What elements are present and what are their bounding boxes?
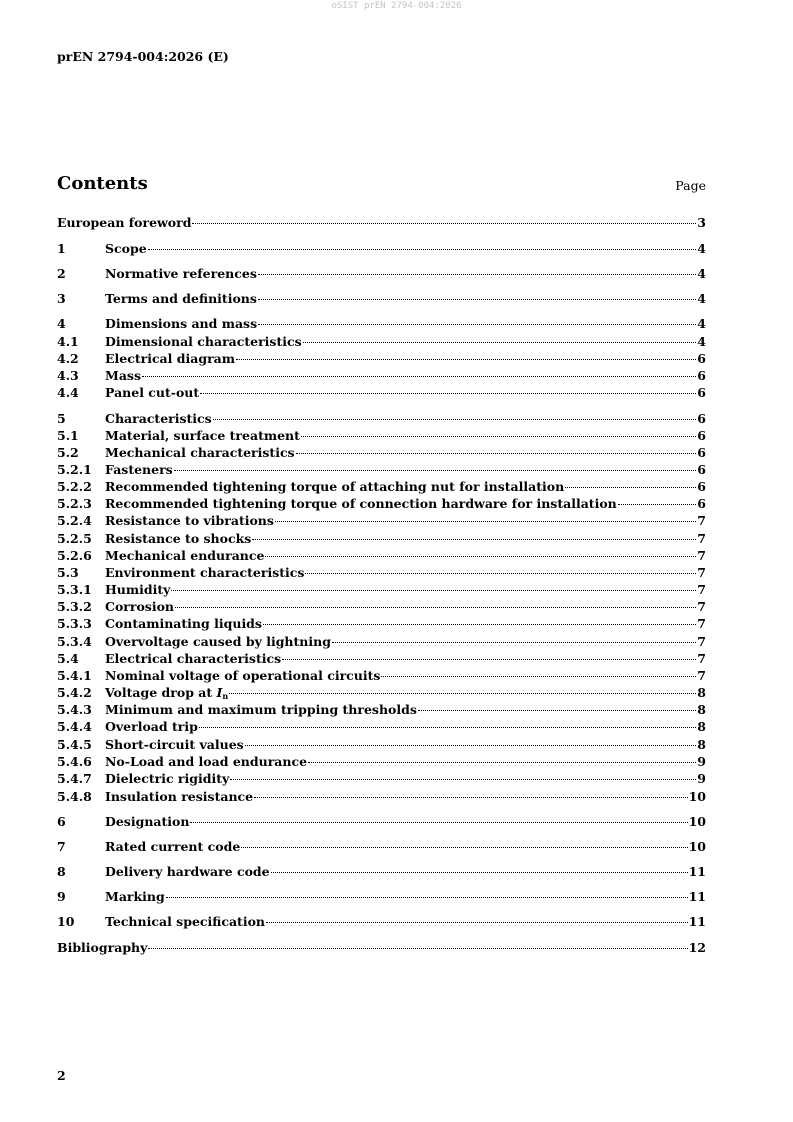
toc-entry-page: 7 — [697, 634, 706, 649]
toc-dot-leader — [166, 897, 688, 898]
watermark: oSIST prEN 2794-004:2026 — [331, 1, 462, 11]
toc-entry-title: Fasteners — [105, 462, 173, 477]
toc-entry-page: 4 — [697, 334, 706, 349]
toc-dot-leader — [213, 419, 697, 420]
toc-entry-number: 5.2 — [57, 445, 79, 460]
toc-dot-leader — [241, 847, 687, 848]
toc-entry-page: 6 — [697, 411, 706, 426]
toc-entry-title: Bibliography — [57, 940, 148, 955]
toc-entry-page: 7 — [697, 531, 706, 546]
toc-entry-page: 6 — [697, 385, 706, 400]
toc-entry-title: Corrosion — [105, 599, 175, 614]
toc-entry[interactable] — [57, 599, 706, 615]
toc-dot-leader — [308, 762, 696, 763]
toc-entry-number: 6 — [57, 814, 66, 829]
toc-entry[interactable] — [57, 462, 706, 478]
toc-entry-page: 7 — [697, 616, 706, 631]
toc-entry-page: 8 — [697, 719, 706, 734]
toc-dot-leader — [301, 436, 696, 437]
toc-entry-number: 5.4.8 — [57, 789, 92, 804]
toc-dot-leader — [174, 470, 697, 471]
toc-dot-leader — [263, 624, 696, 625]
toc-entry[interactable] — [57, 668, 706, 684]
toc-entry-page: 7 — [697, 582, 706, 597]
toc-entry-number: 4.1 — [57, 334, 79, 349]
toc-entry-page: 10 — [688, 789, 706, 804]
toc-entry-page: 7 — [697, 599, 706, 614]
toc-entry-number: 9 — [57, 889, 66, 904]
toc-entry-page: 11 — [688, 914, 706, 929]
toc-entry-number: 5.2.2 — [57, 479, 92, 494]
toc-entry-page: 4 — [697, 241, 706, 256]
toc-dot-leader — [230, 779, 696, 780]
toc-entry-page: 7 — [697, 565, 706, 580]
toc-dot-leader — [142, 376, 696, 377]
toc-entry[interactable] — [57, 411, 706, 427]
toc-entry[interactable] — [57, 737, 706, 753]
toc-entry-title: Resistance to vibrations — [105, 513, 274, 528]
toc-entry-number: 4.4 — [57, 385, 79, 400]
toc-entry[interactable] — [57, 814, 706, 830]
toc-entry-title: Panel cut-out — [105, 385, 200, 400]
toc-entry-title: Technical specification — [105, 914, 266, 929]
toc-entry-title: Mechanical endurance — [105, 548, 265, 563]
toc-dot-leader — [305, 573, 696, 574]
footer-page-number: 2 — [57, 1068, 66, 1083]
toc-entry-number: 4 — [57, 316, 66, 331]
toc-entry[interactable] — [57, 513, 706, 529]
toc-entry-title: Marking — [105, 889, 165, 904]
toc-entry-page: 11 — [688, 864, 706, 879]
toc-entry-title: Humidity — [105, 582, 171, 597]
toc-entry-title: Electrical characteristics — [105, 651, 282, 666]
toc-entry-title: Short-circuit values — [105, 737, 244, 752]
toc-dot-leader — [618, 504, 697, 505]
toc-entry-page: 8 — [697, 685, 706, 700]
toc-entry[interactable] — [57, 215, 706, 231]
toc-entry-page: 4 — [697, 316, 706, 331]
toc-entry[interactable] — [57, 266, 706, 282]
toc-entry-number: 5.3.1 — [57, 582, 92, 597]
toc-entry-page: 7 — [697, 651, 706, 666]
toc-entry[interactable] — [57, 385, 706, 401]
toc-dot-leader — [190, 822, 687, 823]
toc-entry[interactable] — [57, 496, 706, 512]
toc-entry-page: 7 — [697, 548, 706, 563]
toc-dot-leader — [236, 359, 696, 360]
toc-entry[interactable] — [57, 428, 706, 444]
toc-entry[interactable] — [57, 634, 706, 650]
toc-dot-leader — [275, 521, 696, 522]
toc-dot-leader — [265, 556, 696, 557]
toc-entry-number: 5.3.3 — [57, 616, 92, 631]
toc-entry-number: 7 — [57, 839, 66, 854]
toc-entry-page: 10 — [688, 814, 706, 829]
toc-dot-leader — [258, 299, 696, 300]
toc-entry-page: 6 — [697, 428, 706, 443]
toc-dot-leader — [245, 745, 697, 746]
toc-entry-number: 5.4.2 — [57, 685, 92, 700]
toc-dot-leader — [200, 393, 696, 394]
toc-entry-title: Designation — [105, 814, 190, 829]
toc-entry-title: Contaminating liquids — [105, 616, 262, 631]
toc-entry-number: 5.2.1 — [57, 462, 92, 477]
toc-entry-number: 5 — [57, 411, 66, 426]
toc-dot-leader — [258, 324, 696, 325]
toc-entry[interactable] — [57, 316, 706, 332]
toc-entry-number: 1 — [57, 241, 66, 256]
toc-entry[interactable] — [57, 702, 706, 718]
toc-entry-title: Mass — [105, 368, 142, 383]
toc-dot-leader — [296, 453, 697, 454]
toc-dot-leader — [266, 922, 688, 923]
toc-entry-title: Normative references — [105, 266, 257, 281]
toc-entry[interactable] — [57, 241, 706, 257]
toc-dot-leader — [148, 249, 697, 250]
toc-entry-number: 5.1 — [57, 428, 79, 443]
toc-dot-leader — [418, 710, 696, 711]
toc-entry-title: Insulation resistance — [105, 789, 254, 804]
toc-entry-number: 5.3.4 — [57, 634, 92, 649]
toc-entry-number: 5.4.4 — [57, 719, 92, 734]
toc-entry[interactable] — [57, 685, 706, 701]
toc-entry-number: 4.3 — [57, 368, 79, 383]
toc-dot-leader — [381, 676, 696, 677]
toc-entry[interactable] — [57, 839, 706, 855]
toc-entry-title: Resistance to shocks — [105, 531, 252, 546]
toc-entry-number: 10 — [57, 914, 75, 929]
toc-entry-page: 7 — [697, 513, 706, 528]
toc-entry[interactable] — [57, 334, 706, 350]
toc-entry-number: 5.4.1 — [57, 668, 92, 683]
toc-entry[interactable] — [57, 351, 706, 367]
toc-dot-leader — [303, 342, 697, 343]
toc-entry-title: Delivery hardware code — [105, 864, 270, 879]
toc-entry[interactable] — [57, 651, 706, 667]
toc-entry-number: 4.2 — [57, 351, 79, 366]
toc-entry-page: 8 — [697, 737, 706, 752]
toc-entry-number: 5.4.3 — [57, 702, 92, 717]
toc-entry[interactable] — [57, 531, 706, 547]
toc-entry-number: 5.3.2 — [57, 599, 92, 614]
toc-dot-leader — [258, 274, 696, 275]
toc-entry-number: 5.4.7 — [57, 771, 92, 786]
toc-entry-title: Environment characteristics — [105, 565, 305, 580]
toc-dot-leader — [565, 487, 696, 488]
toc-entry-title: Rated current code — [105, 839, 241, 854]
toc-entry-page: 6 — [697, 351, 706, 366]
toc-entry-page: 4 — [697, 291, 706, 306]
toc-entry[interactable] — [57, 754, 706, 770]
toc-entry-title: Voltage drop at $I_n$ — [105, 685, 229, 701]
toc-entry-number: 5.2.4 — [57, 513, 92, 528]
toc-dot-leader — [171, 590, 696, 591]
toc-entry[interactable] — [57, 940, 706, 956]
toc-entry-page: 6 — [697, 368, 706, 383]
toc-entry-number: 5.2.5 — [57, 531, 92, 546]
toc-entry-number: 5.4.6 — [57, 754, 92, 769]
toc-entry-title: Electrical diagram — [105, 351, 235, 366]
toc-dot-leader — [332, 642, 696, 643]
toc-entry-title: Terms and definitions — [105, 291, 257, 306]
toc-entry[interactable] — [57, 719, 706, 735]
toc-entry-number: 5.4.5 — [57, 737, 92, 752]
toc-entry-number: 3 — [57, 291, 66, 306]
toc-entry-title: Recommended tightening torque of connection hardware for installation — [105, 496, 617, 511]
toc-dot-leader — [271, 872, 688, 873]
toc-entry-page: 6 — [697, 445, 706, 460]
toc-entry[interactable] — [57, 616, 706, 632]
toc-entry[interactable] — [57, 548, 706, 564]
toc-entry[interactable] — [57, 582, 706, 598]
toc-entry-title-subscript: n — [222, 691, 229, 701]
toc-entry[interactable] — [57, 914, 706, 930]
toc-entry-title: Overload trip — [105, 719, 198, 734]
toc-entry-page: 6 — [697, 479, 706, 494]
toc-entry-title: European foreword — [57, 215, 192, 230]
toc-entry[interactable] — [57, 291, 706, 307]
toc-dot-leader — [192, 223, 696, 224]
toc-entry-number: 8 — [57, 864, 66, 879]
toc-entry[interactable] — [57, 479, 706, 495]
page-column-label: Page — [675, 178, 706, 193]
toc-entry-title: Material, surface treatment — [105, 428, 300, 443]
toc-entry-title: Dimensions and mass — [105, 316, 258, 331]
toc-entry[interactable] — [57, 445, 706, 461]
toc-entry-page: 11 — [688, 889, 706, 904]
toc-entry-title: Dielectric rigidity — [105, 771, 230, 786]
toc-entry-title: Scope — [105, 241, 147, 256]
toc-entry[interactable] — [57, 864, 706, 880]
toc-entry-title: Characteristics — [105, 411, 212, 426]
toc-dot-leader — [254, 797, 687, 798]
toc-entry-title: Nominal voltage of operational circuits — [105, 668, 381, 683]
toc-entry-page: 6 — [697, 496, 706, 511]
toc-entry-page: 4 — [697, 266, 706, 281]
toc-dot-leader — [199, 727, 696, 728]
toc-entry-page: 8 — [697, 702, 706, 717]
toc-dot-leader — [148, 948, 687, 949]
toc-entry-page: 10 — [688, 839, 706, 854]
toc-entry-page: 12 — [688, 940, 706, 955]
toc-entry-title: Dimensional characteristics — [105, 334, 302, 349]
toc-entry-title: Minimum and maximum tripping thresholds — [105, 702, 417, 717]
toc-dot-leader — [252, 539, 696, 540]
toc-entry[interactable] — [57, 889, 706, 905]
toc-entry-number: 2 — [57, 266, 66, 281]
toc-entry[interactable] — [57, 789, 706, 805]
contents-title: Contents — [57, 173, 148, 194]
toc-entry-page: 9 — [697, 771, 706, 786]
document-id: prEN 2794-004:2026 (E) — [57, 49, 229, 64]
toc-entry-number: 5.2.6 — [57, 548, 92, 563]
toc-entry-number: 5.2.3 — [57, 496, 92, 511]
toc-dot-leader — [229, 693, 696, 694]
toc-entry-title: Overvoltage caused by lightning — [105, 634, 331, 649]
toc-entry-title: No-Load and load endurance — [105, 754, 308, 769]
toc-entry-number: 5.4 — [57, 651, 79, 666]
toc-entry-page: 9 — [697, 754, 706, 769]
toc-entry[interactable] — [57, 565, 706, 581]
toc-entry-page: 7 — [697, 668, 706, 683]
toc-entry-title: Mechanical characteristics — [105, 445, 295, 460]
toc-entry-number: 5.3 — [57, 565, 79, 580]
toc-entry[interactable] — [57, 771, 706, 787]
toc-entry[interactable] — [57, 368, 706, 384]
toc-entry-page: 6 — [697, 462, 706, 477]
toc-entry-page: 3 — [697, 215, 706, 230]
toc-dot-leader — [282, 659, 696, 660]
toc-dot-leader — [175, 607, 696, 608]
toc-entry-title: Recommended tightening torque of attaching nut for installation — [105, 479, 565, 494]
